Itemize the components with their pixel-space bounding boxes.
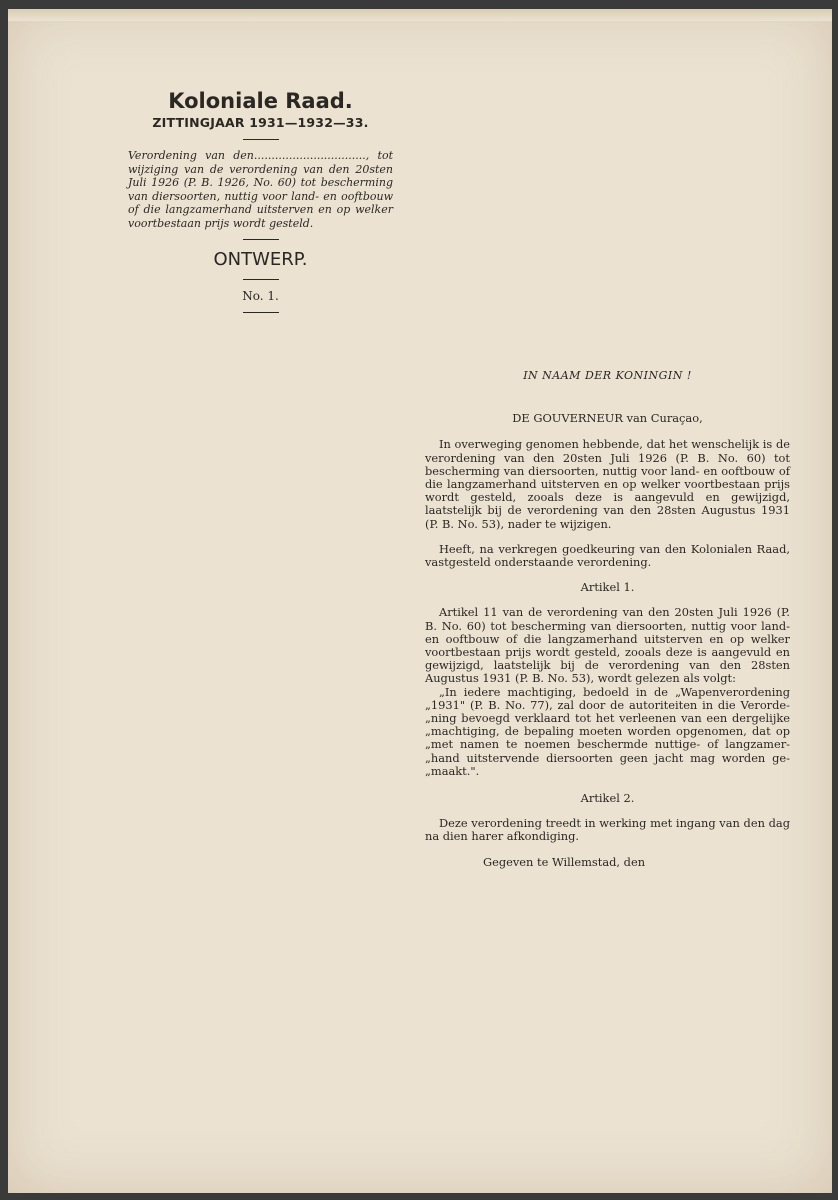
divider [243,312,279,313]
ordinance-body [425,369,790,869]
draft-label: ONTWERP. [213,249,308,270]
document-page [8,9,832,1193]
article-2-text: Deze verordening treedt in werking met ingang van den dag na dien harer afkondiging. [425,816,790,844]
header-block [128,89,393,322]
page-top-edge [8,9,832,21]
invocation: IN NAAM DER KONINGIN ! [523,369,692,382]
draft-number: No. 1. [242,289,279,303]
article-1-quote: „In iedere machtiging, bedoeld in de „Wapenverordening „1931" (P. B. No. 77), zal door de autoriteiten in die Verorde-„ning bevoegd verklaard tot het verleenen van een dergelijke „machtiging, de bepaling moeten worden opgenomen, dat op „met namen te noemen beschermde nuttige- of langzamer-„hand uitstervende diersoorten geen jacht mag worden ge-„maakt.". [425,684,790,778]
article-1-text: Artikel 11 van de verordening van den 20sten Juli 1926 (P. B. No. 60) tot bescherming van diersoorten, nuttig voor land- en ooftbouw of die langzamerhand uitsterven en op welker voortbestaan prijs wordt gesteld, zooals deze is aangevuld en gewijzigd, laatstelijk bij de verordening van den 28sten Augustus 1931 (P. B. No. 53), wordt gelezen als volgt: [425,605,790,686]
enacted-paragraph: Heeft, na verkregen goedkeuring van den Kolonialen Raad, vastgesteld onderstaande verordening. [425,541,790,570]
session-year: ZITTINGJAAR 1931—1932—33. [152,115,369,130]
governor-line: DE GOUVERNEUR van Curaçao, [512,411,703,426]
divider [243,139,279,140]
ordinance-description: Verordening van den................................, tot wijziging van de verordening van den 20sten Juli 1926 (P. B. 1926, No. 60) tot bescherming van diersoorten, nuttig voor land- en ooftbouw of die langzamerhand uitsterven en op welker voortbestaan prijs wordt gesteld. [128,149,393,230]
given-line: Gegeven te Willemstad, den [483,854,646,869]
divider [243,279,279,280]
article-2-heading: Artikel 2. [580,791,635,806]
considering-paragraph: In overweging genomen hebbende, dat het wenschelijk is de verordening van den 20sten Juli 1926 (P. B. No. 60) tot bescherming van diersoorten, nuttig voor land- en ooftbouw of die langzamerhand uitsterven en op welker voortbestaan prijs wordt gesteld, zooals deze is aangevuld en gewijzigd, laatstelijk bij de verordening van den 28sten Augustus 1931 (P. B. No. 53), nader te wijzigen. [425,437,790,531]
council-title: Koloniale Raad. [168,89,353,113]
divider [243,239,279,240]
article-1-heading: Artikel 1. [580,580,635,595]
